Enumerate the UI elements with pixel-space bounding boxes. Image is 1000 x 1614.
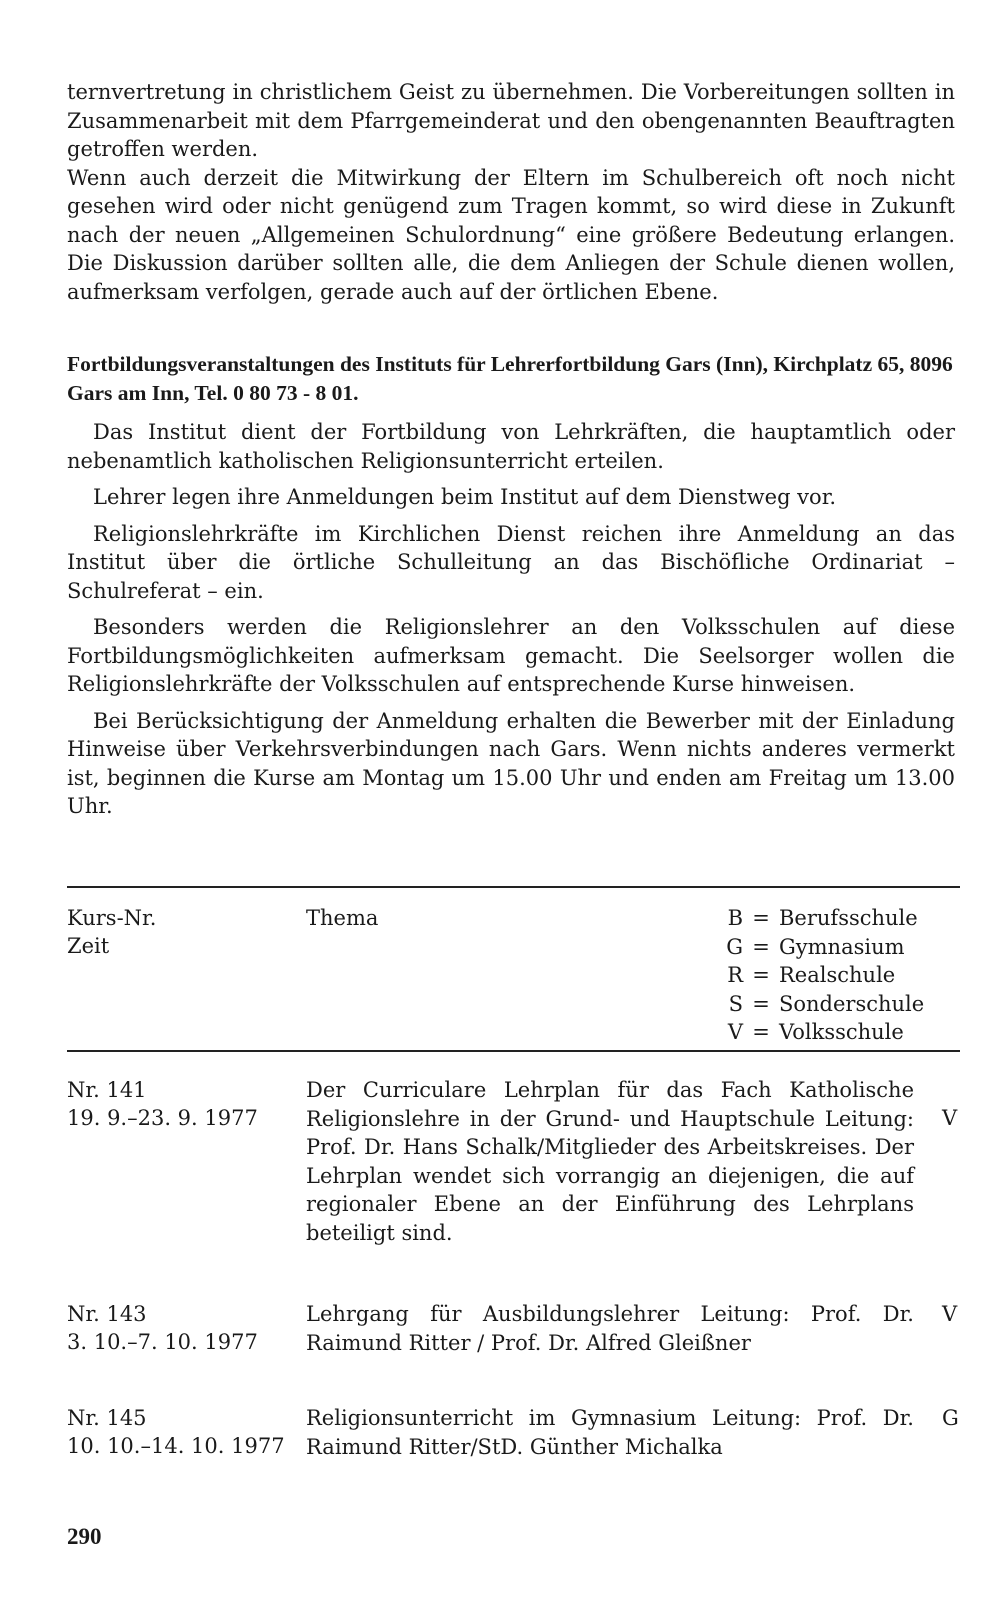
course-number: Nr. 141 (67, 1078, 147, 1102)
course-school-code: G (942, 1406, 959, 1430)
section-paragraph: Das Institut dient der Fortbildung von Lehrkräften, die hauptamtlich oder nebenamtlich katholischen Religionsunterricht erteilen. (67, 420, 955, 473)
legend-row: R = Realschule (727, 963, 896, 987)
intro-paragraph-2: Wenn auch derzeit die Mitwirkung der Eltern im Schulbereich oft noch nicht gesehen wird oder nicht genügend zum Tragen kommt, so wird diese in Zukunft nach der neuen „Allgemeinen Schulordnung“ eine größere Bedeutung erlangen. Die Diskussion darüber sollten alle, die dem Anliegen der Schule dienen wollen, aufmerksam verfolgen, gerade auch auf der örtlichen Ebene. (67, 165, 955, 304)
legend-row: G = Gymnasium (726, 934, 905, 959)
legend-row: S = Sonderschule (728, 991, 925, 1016)
course-date: 3. 10.–7. 10. 1977 (67, 1330, 258, 1354)
legend-row: V = Volksschule (727, 1020, 904, 1044)
course-description: Lehrgang für Ausbildungslehrer Leitung: Prof. Dr. Raimund Ritter / Prof. Dr. Alfred Gleißner (306, 1302, 914, 1355)
table-top-rule (67, 886, 960, 888)
intro-paragraph-1: ternvertretung in christlichem Geist zu übernehmen. Die Vorbereitungen sollten in Zusammenarbeit mit dem Pfarrgemeinderat und den obengenannten Beauftragten getroffen werden. (67, 80, 955, 161)
section-paragraph: Lehrer legen ihre Anmeldungen beim Institut auf dem Dienstweg vor. (93, 485, 837, 509)
header-kurs-nr: Kurs-Nr. (67, 906, 157, 930)
course-date: 19. 9.–23. 9. 1977 (67, 1106, 258, 1130)
header-zeit: Zeit (67, 934, 110, 958)
school-type-legend (717, 904, 924, 1047)
section-paragraph: Bei Berücksichtigung der Anmeldung erhalten die Bewerber mit der Einladung Hinweise über Verkehrsverbindungen nach Gars. Wenn nichts anderes vermerkt ist, beginnen die Kurse am Montag um 15.00 Uhr und enden am Freitag um 13.00 Uhr. (67, 708, 955, 818)
course-school-code: V (942, 1106, 958, 1130)
legend-row: B = Berufsschule (727, 906, 918, 930)
header-thema: Thema (306, 906, 379, 930)
course-number: Nr. 143 (67, 1302, 147, 1326)
section-paragraph: Religionslehrkräfte im Kirchlichen Dienst reichen ihre Anmeldung an das Institut über die örtliche Schulleitung an das Bischöfliche Ordinariat – Schulreferat – ein. (67, 521, 955, 603)
section-paragraph: Besonders werden die Religionslehrer an den Volksschulen auf diese Fortbildungsmöglichkeiten aufmerksam gemacht. Die Seelsorger wollen die Religionslehrkräfte der Volksschulen auf entsprechende Kurse hinweisen. (67, 615, 955, 696)
course-date: 10. 10.–14. 10. 1977 (67, 1434, 285, 1458)
table-header-rule (67, 1050, 960, 1052)
page-number: 290 (67, 1524, 102, 1549)
course-description: Der Curriculare Lehrplan für das Fach Katholische Religionslehre in der Grund- und Hauptschule Leitung: Prof. Dr. Hans Schalk/Mitglieder des Arbeitskreises. Der Lehrplan wendet sich vorrangig an diejenigen, die auf regionaler Ebene an der Einführung des Lehrplans beteiligt sind. (306, 1078, 914, 1245)
section-heading: Fortbildungsveranstaltungen des Instituts für Lehrerfortbildung Gars (Inn), Kirchplatz 65, 8096 Gars am Inn, Tel. 0 80 73 - 8 01. (67, 352, 953, 405)
course-school-code: V (942, 1302, 958, 1326)
course-number: Nr. 145 (67, 1406, 147, 1430)
course-description: Religionsunterricht im Gymnasium Leitung: Prof. Dr. Raimund Ritter/StD. Günther Michalka (306, 1406, 914, 1459)
page-body (67, 78, 955, 821)
